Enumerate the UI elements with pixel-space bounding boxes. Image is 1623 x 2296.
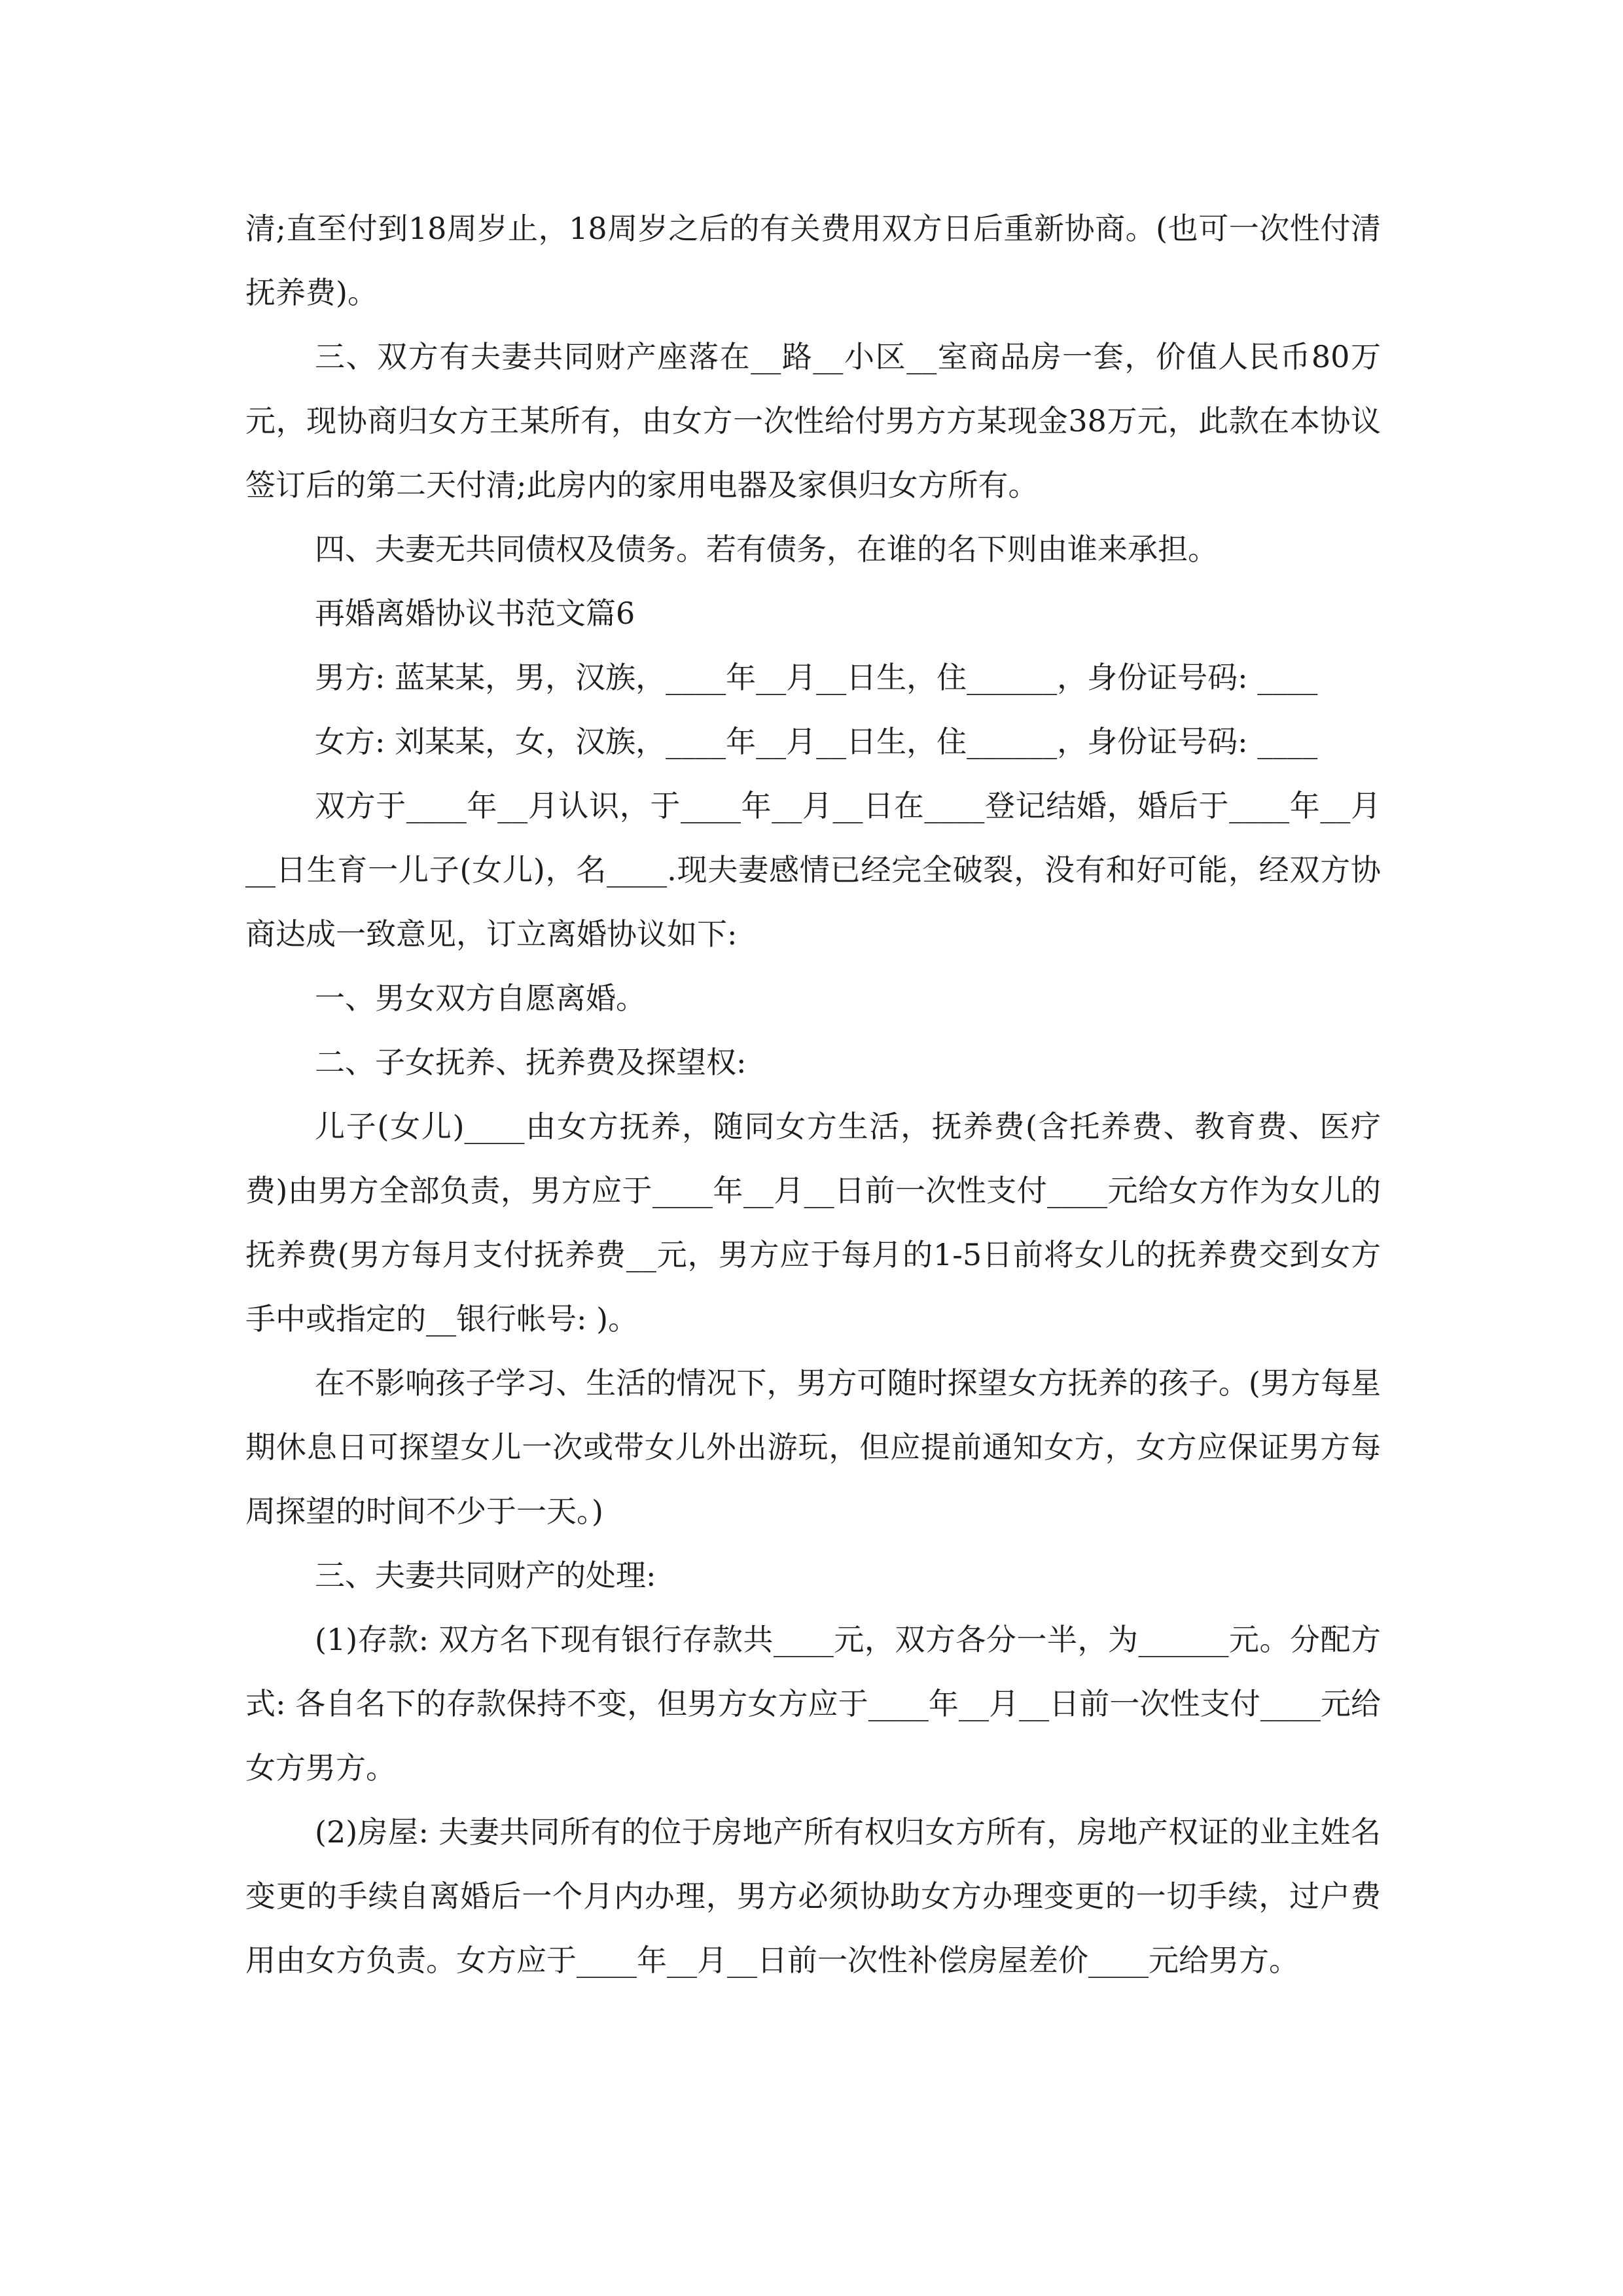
paragraph-deposits: (1)存款: 双方名下现有银行存款共____元，双方各分一半，为______元。分配方式: 各自名下的存款保持不变，但男方女方应于____年__月__日前一次性支付____元给女方男方。 [245, 1622, 1381, 1785]
paragraph-clause-1: 一、男女双方自愿离婚。 [315, 980, 646, 1016]
paragraph-1: 清;直至付到18周岁止，18周岁之后的有关费用双方日后重新协商。(也可一次性付清抚养费)。 [245, 211, 1381, 310]
paragraph-marriage-info: 双方于____年__月认识，于____年__月__日在____登记结婚，婚后于____年__月__日生育一儿子(女儿)，名____.现夫妻感情已经完全破裂，没有和好可能，经双方协商达成一致意见，订立离婚协议如下: [245, 788, 1382, 952]
section-heading: 再婚离婚协议书范文篇6 [315, 596, 635, 631]
paragraph-house: (2)房屋: 夫妻共同所有的位于房地产所有权归女方所有，房地产权证的业主姓名变更的手续自离婚后一个月内办理，男方必须协助女方办理变更的一切手续，过户费用由女方负责。女方应于____年__月__日前一次性补偿房屋差价____元给男方。 [245, 1814, 1381, 1978]
paragraph-male-party: 男方: 蓝某某，男，汉族，____年__月__日生，住______，身份证号码: ____ [315, 660, 1318, 695]
paragraph-3: 四、夫妻无共同债权及债务。若有债务，在谁的名下则由谁来承担。 [315, 531, 1218, 567]
document-body [245, 196, 1381, 1992]
paragraph-child-support: 儿子(女儿)____由女方抚养，随同女方生活，抚养费(含托养费、教育费、医疗费)由男方全部负责，男方应于____年__月__日前一次性支付____元给女方作为女儿的抚养费(男方每月支付抚养费__元，男方应于每月的1-5日前将女儿的抚养费交到女方手中或指定的__银行帐号: )。 [245, 1109, 1381, 1336]
paragraph-visitation: 在不影响孩子学习、生活的情况下，男方可随时探望女方抚养的孩子。(男方每星期休息日可探望女儿一次或带女儿外出游玩，但应提前通知女方，女方应保证男方每周探望的时间不少于一天。) [245, 1365, 1381, 1529]
paragraph-2: 三、双方有夫妻共同财产座落在__路__小区__室商品房一套，价值人民币80万元，现协商归女方王某所有，由女方一次性给付男方方某现金38万元，此款在本协议签订后的第二天付清;此房内的家用电器及家俱归女方所有。 [245, 339, 1381, 503]
paragraph-female-party: 女方: 刘某某，女，汉族，____年__月__日生，住______，身份证号码: ____ [315, 724, 1318, 759]
paragraph-clause-3: 三、夫妻共同财产的处理: [315, 1558, 656, 1593]
paragraph-clause-2: 二、子女抚养、抚养费及探望权: [315, 1045, 747, 1080]
